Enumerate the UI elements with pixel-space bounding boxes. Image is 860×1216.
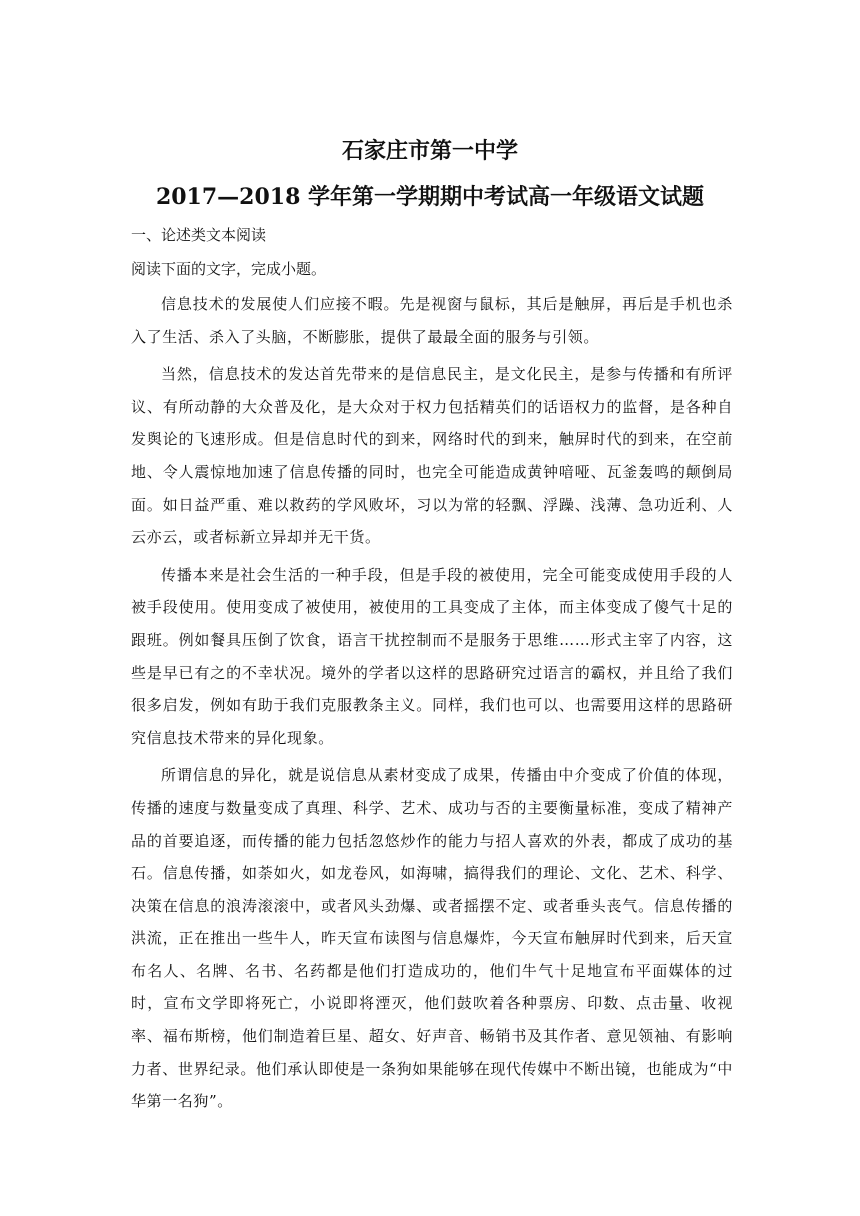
exam-title: 2017—2018 学年第一学期期中考试高一年级语文试题 — [155, 184, 705, 210]
passage-paragraph-1: 信息技术的发展使人们应接不暇。先是视窗与鼠标，其后是触屏，再后是手机也杀入了生活、杀入了头脑，不断膨胀，提供了最最全面的服务与引领。 — [131, 295, 733, 346]
reading-instruction: 阅读下面的文字，完成小题。 — [131, 260, 327, 278]
school-title: 石家庄市第一中学 — [341, 138, 518, 164]
section-heading: 一、论述类文本阅读 — [131, 226, 267, 244]
reading-passage — [131, 288, 733, 1123]
passage-paragraph-3: 传播本来是社会生活的一种手段，但是手段的被使用，完全可能变成使用手段的人被手段使用。使用变成了被使用，被使用的工具变成了主体，而主体变成了傻气十足的跟班。例如餐具压倒了饮食，语言干扰控制而不是服务于思维……形式主宰了内容，这些是早已有之的不幸状况。境外的学者以这样的思路研究过语言的霸权，并且给了我们很多启发，例如有助于我们克服教条主义。同样，我们也可以、也需要用这样的思路研究信息技术带来的异化现象。 — [131, 565, 733, 747]
passage-paragraph-2: 当然，信息技术的发达首先带来的是信息民主，是文化民主，是参与传播和有所评议、有所动静的大众普及化，是大众对于权力包括精英们的话语权力的监督，是各种自发舆论的飞速形成。但是信息时代的到来，网络时代的到来，触屏时代的到来，在空前地、令人震惊地加速了信息传播的同时，也完全可能造成黄钟喑哑、瓦釜轰鸣的颠倒局面。如日益严重、难以救药的学风败坏，习以为常的轻飘、浮躁、浅薄、急功近利、人云亦云，或者标新立异却并无干货。 — [131, 365, 733, 547]
passage-paragraph-4: 所谓信息的异化，就是说信息从素材变成了成果，传播由中介变成了价值的体现，传播的速度与数量变成了真理、科学、艺术、成功与否的主要衡量标准，变成了精神产品的首要追逐，而传播的能力包括忽悠炒作的能力与招人喜欢的外表，都成了成功的基石。信息传播，如荼如火，如龙卷风，如海啸，搞得我们的理论、文化、艺术、科学、决策在信息的浪涛滚滚中，或者风头劲爆、或者摇摆不定、或者垂头丧气。信息传播的洪流，正在推出一些牛人，昨天宣布读图与信息爆炸，今天宣布触屏时代到来，后天宣布名人、名牌、名书、名药都是他们打造成功的，他们牛气十足地宣布平面媒体的过时，宣布文学即将死亡，小说即将湮灭，他们鼓吹着各种票房、印数、点击量、收视率、福布斯榜，他们制造着巨星、超女、好声音、畅销书及其作者、意见领袖、有影响力者、世界纪录。他们承认即使是一条狗如果能够在现代传媒中不断出镜，也能成为“中华第一名狗”。 — [131, 766, 733, 1111]
